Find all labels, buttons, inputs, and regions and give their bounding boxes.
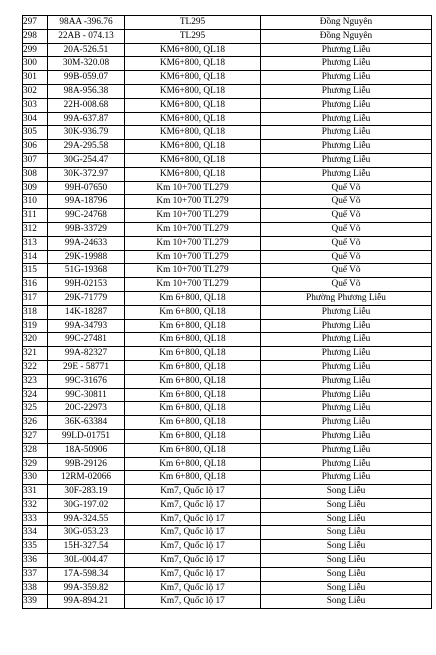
table-row [23,416,432,430]
place-cell: Phương Liễu [261,457,432,471]
place-cell: Quế Võ [261,278,432,292]
table-row [23,112,432,126]
row-number-cell: 301 [23,71,48,85]
plate-number-cell: 98A-956.38 [48,84,125,98]
location-cell: TL295 [125,16,261,30]
place-cell: Phương Liễu [261,71,432,85]
plate-number-cell: 29E - 58771 [48,360,125,374]
row-number-cell: 331 [23,485,48,499]
place-cell: Phương Liễu [261,347,432,361]
location-cell: KM6+800, QL18 [125,71,261,85]
table-row [23,595,432,609]
plate-number-cell: 99B-33729 [48,222,125,236]
table-row [23,167,432,181]
plate-number-cell: 29K-19988 [48,250,125,264]
table-row [23,153,432,167]
plate-number-cell: 29A-295.58 [48,140,125,154]
row-number-cell: 297 [23,16,48,30]
place-cell: Phương Liễu [261,388,432,402]
plate-number-cell: 51G-19368 [48,264,125,278]
table-row [23,140,432,154]
place-cell: Phương Liễu [261,57,432,71]
table-row [23,250,432,264]
plate-number-cell: 18A-50906 [48,443,125,457]
location-cell: Km 10+700 TL279 [125,278,261,292]
row-number-cell: 327 [23,429,48,443]
place-cell: Phương Liễu [261,471,432,485]
plate-number-cell: 99C-30811 [48,388,125,402]
place-cell: Phương Liễu [261,305,432,319]
table-row [23,526,432,540]
place-cell: Phương Liễu [261,333,432,347]
row-number-cell: 318 [23,305,48,319]
place-cell: Quế Võ [261,209,432,223]
place-cell: Phương Liễu [261,84,432,98]
plate-number-cell: 30K-936.79 [48,126,125,140]
table-row [23,512,432,526]
location-cell: Km 10+700 TL279 [125,181,261,195]
row-number-cell: 325 [23,402,48,416]
place-cell: Đồng Nguyên [261,16,432,30]
place-cell: Phương Liễu [261,43,432,57]
location-cell: KM6+800, QL18 [125,84,261,98]
location-cell: KM6+800, QL18 [125,57,261,71]
plate-number-cell: 99A-894.21 [48,595,125,609]
location-cell: Km 6+800, QL18 [125,429,261,443]
location-cell: Km7, Quốc lộ 17 [125,554,261,568]
place-cell: Phương Liễu [261,360,432,374]
place-cell: Phương Liễu [261,112,432,126]
plate-number-cell: 30G-197.02 [48,498,125,512]
row-number-cell: 302 [23,84,48,98]
row-number-cell: 309 [23,181,48,195]
row-number-cell: 312 [23,222,48,236]
row-number-cell: 335 [23,540,48,554]
plate-number-cell: 99H-02153 [48,278,125,292]
location-cell: Km7, Quốc lộ 17 [125,498,261,512]
plate-number-cell: 99B-059.07 [48,71,125,85]
table-row [23,16,432,30]
row-number-cell: 324 [23,388,48,402]
plate-number-cell: 99C-27481 [48,333,125,347]
table-row [23,429,432,443]
location-cell: KM6+800, QL18 [125,126,261,140]
row-number-cell: 326 [23,416,48,430]
location-cell: Km7, Quốc lộ 17 [125,512,261,526]
place-cell: Phương Liễu [261,126,432,140]
table-row [23,236,432,250]
table-row [23,333,432,347]
plate-number-cell: 30G-053.23 [48,526,125,540]
row-number-cell: 329 [23,457,48,471]
row-number-cell: 311 [23,209,48,223]
table-row [23,540,432,554]
row-number-cell: 338 [23,581,48,595]
location-cell: Km 10+700 TL279 [125,250,261,264]
table-row [23,485,432,499]
row-number-cell: 337 [23,567,48,581]
location-cell: Km 10+700 TL279 [125,264,261,278]
place-cell: Song Liễu [261,498,432,512]
location-cell: Km 10+700 TL279 [125,195,261,209]
table-row [23,567,432,581]
location-cell: Km 6+800, QL18 [125,347,261,361]
place-cell: Phương Liễu [261,153,432,167]
location-cell: Km 6+800, QL18 [125,402,261,416]
plate-number-cell: 20C-22973 [48,402,125,416]
row-number-cell: 328 [23,443,48,457]
plate-number-cell: 98AA -396.76 [48,16,125,30]
table-row [23,57,432,71]
place-cell: Phương Liễu [261,443,432,457]
table-row [23,43,432,57]
plate-number-cell: 99C-31676 [48,374,125,388]
row-number-cell: 304 [23,112,48,126]
location-cell: Km 10+700 TL279 [125,236,261,250]
table-row [23,209,432,223]
table-row [23,222,432,236]
row-number-cell: 336 [23,554,48,568]
plate-number-cell: 99C-24768 [48,209,125,223]
plate-number-cell: 99A-324.55 [48,512,125,526]
row-number-cell: 332 [23,498,48,512]
plate-number-cell: 99A-637.87 [48,112,125,126]
table-row [23,305,432,319]
plate-number-cell: 17A-598.34 [48,567,125,581]
table-row [23,278,432,292]
location-cell: Km7, Quốc lộ 17 [125,485,261,499]
location-cell: Km 6+800, QL18 [125,333,261,347]
table-row [23,374,432,388]
place-cell: Quế Võ [261,222,432,236]
location-cell: KM6+800, QL18 [125,112,261,126]
row-number-cell: 323 [23,374,48,388]
table-row [23,347,432,361]
table-row [23,126,432,140]
row-number-cell: 320 [23,333,48,347]
location-cell: Km7, Quốc lộ 17 [125,581,261,595]
plate-number-cell: 99A-18796 [48,195,125,209]
location-cell: Km7, Quốc lộ 17 [125,567,261,581]
plate-number-cell: 12RM-02066 [48,471,125,485]
place-cell: Phương Liễu [261,429,432,443]
place-cell: Phương Liễu [261,140,432,154]
violation-table [22,15,432,609]
location-cell: KM6+800, QL18 [125,167,261,181]
plate-number-cell: 99A-82327 [48,347,125,361]
table-row [23,388,432,402]
row-number-cell: 333 [23,512,48,526]
table-row [23,195,432,209]
plate-number-cell: 14K-18287 [48,305,125,319]
row-number-cell: 305 [23,126,48,140]
place-cell: Đồng Nguyên [261,29,432,43]
plate-number-cell: 29K-71779 [48,291,125,305]
row-number-cell: 306 [23,140,48,154]
location-cell: Km7, Quốc lộ 17 [125,540,261,554]
place-cell: Quế Võ [261,264,432,278]
table-row [23,443,432,457]
location-cell: Km 6+800, QL18 [125,388,261,402]
row-number-cell: 330 [23,471,48,485]
row-number-cell: 315 [23,264,48,278]
row-number-cell: 313 [23,236,48,250]
location-cell: Km 6+800, QL18 [125,416,261,430]
row-number-cell: 303 [23,98,48,112]
plate-number-cell: 22H-008.68 [48,98,125,112]
place-cell: Song Liễu [261,595,432,609]
place-cell: Phương Liễu [261,402,432,416]
place-cell: Song Liễu [261,581,432,595]
table-row [23,264,432,278]
place-cell: Phường Phương Liễu [261,291,432,305]
plate-number-cell: 30F-283.19 [48,485,125,499]
location-cell: TL295 [125,29,261,43]
location-cell: Km 6+800, QL18 [125,360,261,374]
plate-number-cell: 99H-07650 [48,181,125,195]
location-cell: Km 6+800, QL18 [125,319,261,333]
plate-number-cell: 36K-63384 [48,416,125,430]
table-row [23,581,432,595]
location-cell: Km 6+800, QL18 [125,374,261,388]
row-number-cell: 316 [23,278,48,292]
table-row [23,498,432,512]
place-cell: Song Liễu [261,526,432,540]
location-cell: KM6+800, QL18 [125,43,261,57]
row-number-cell: 298 [23,29,48,43]
location-cell: KM6+800, QL18 [125,140,261,154]
plate-number-cell: 30G-254.47 [48,153,125,167]
place-cell: Quế Võ [261,236,432,250]
plate-number-cell: 99A-34793 [48,319,125,333]
row-number-cell: 334 [23,526,48,540]
table-row [23,291,432,305]
place-cell: Quế Võ [261,195,432,209]
table-row [23,84,432,98]
row-number-cell: 310 [23,195,48,209]
plate-number-cell: 99A-24633 [48,236,125,250]
row-number-cell: 299 [23,43,48,57]
plate-number-cell: 20A-526.51 [48,43,125,57]
plate-number-cell: 30K-372.97 [48,167,125,181]
table-row [23,98,432,112]
plate-number-cell: 99A-359.82 [48,581,125,595]
location-cell: KM6+800, QL18 [125,153,261,167]
place-cell: Phương Liễu [261,319,432,333]
table-row [23,457,432,471]
row-number-cell: 307 [23,153,48,167]
row-number-cell: 339 [23,595,48,609]
location-cell: Km 10+700 TL279 [125,209,261,223]
plate-number-cell: 99LD-01751 [48,429,125,443]
place-cell: Phương Liễu [261,167,432,181]
row-number-cell: 300 [23,57,48,71]
location-cell: KM6+800, QL18 [125,98,261,112]
location-cell: Km 6+800, QL18 [125,471,261,485]
place-cell: Song Liễu [261,554,432,568]
plate-number-cell: 15H-327.54 [48,540,125,554]
plate-number-cell: 99B-29126 [48,457,125,471]
location-cell: Km7, Quốc lộ 17 [125,595,261,609]
place-cell: Song Liễu [261,485,432,499]
place-cell: Phương Liễu [261,416,432,430]
place-cell: Phương Liễu [261,374,432,388]
plate-number-cell: 30L-004.47 [48,554,125,568]
row-number-cell: 314 [23,250,48,264]
location-cell: Km 6+800, QL18 [125,443,261,457]
table-row [23,29,432,43]
place-cell: Phương Liễu [261,98,432,112]
location-cell: Km7, Quốc lộ 17 [125,526,261,540]
row-number-cell: 317 [23,291,48,305]
table-row [23,360,432,374]
row-number-cell: 308 [23,167,48,181]
place-cell: Song Liễu [261,567,432,581]
table-row [23,319,432,333]
table-row [23,402,432,416]
table-row [23,181,432,195]
table-row [23,554,432,568]
location-cell: Km 6+800, QL18 [125,305,261,319]
location-cell: Km 10+700 TL279 [125,222,261,236]
row-number-cell: 319 [23,319,48,333]
row-number-cell: 322 [23,360,48,374]
table-row [23,71,432,85]
table-row [23,471,432,485]
place-cell: Song Liễu [261,512,432,526]
row-number-cell: 321 [23,347,48,361]
plate-number-cell: 22AB - 074.13 [48,29,125,43]
plate-number-cell: 30M-320.08 [48,57,125,71]
place-cell: Quế Võ [261,181,432,195]
location-cell: Km 6+800, QL18 [125,457,261,471]
table-body [23,16,432,609]
place-cell: Quế Võ [261,250,432,264]
location-cell: Km 6+800, QL18 [125,291,261,305]
place-cell: Song Liễu [261,540,432,554]
